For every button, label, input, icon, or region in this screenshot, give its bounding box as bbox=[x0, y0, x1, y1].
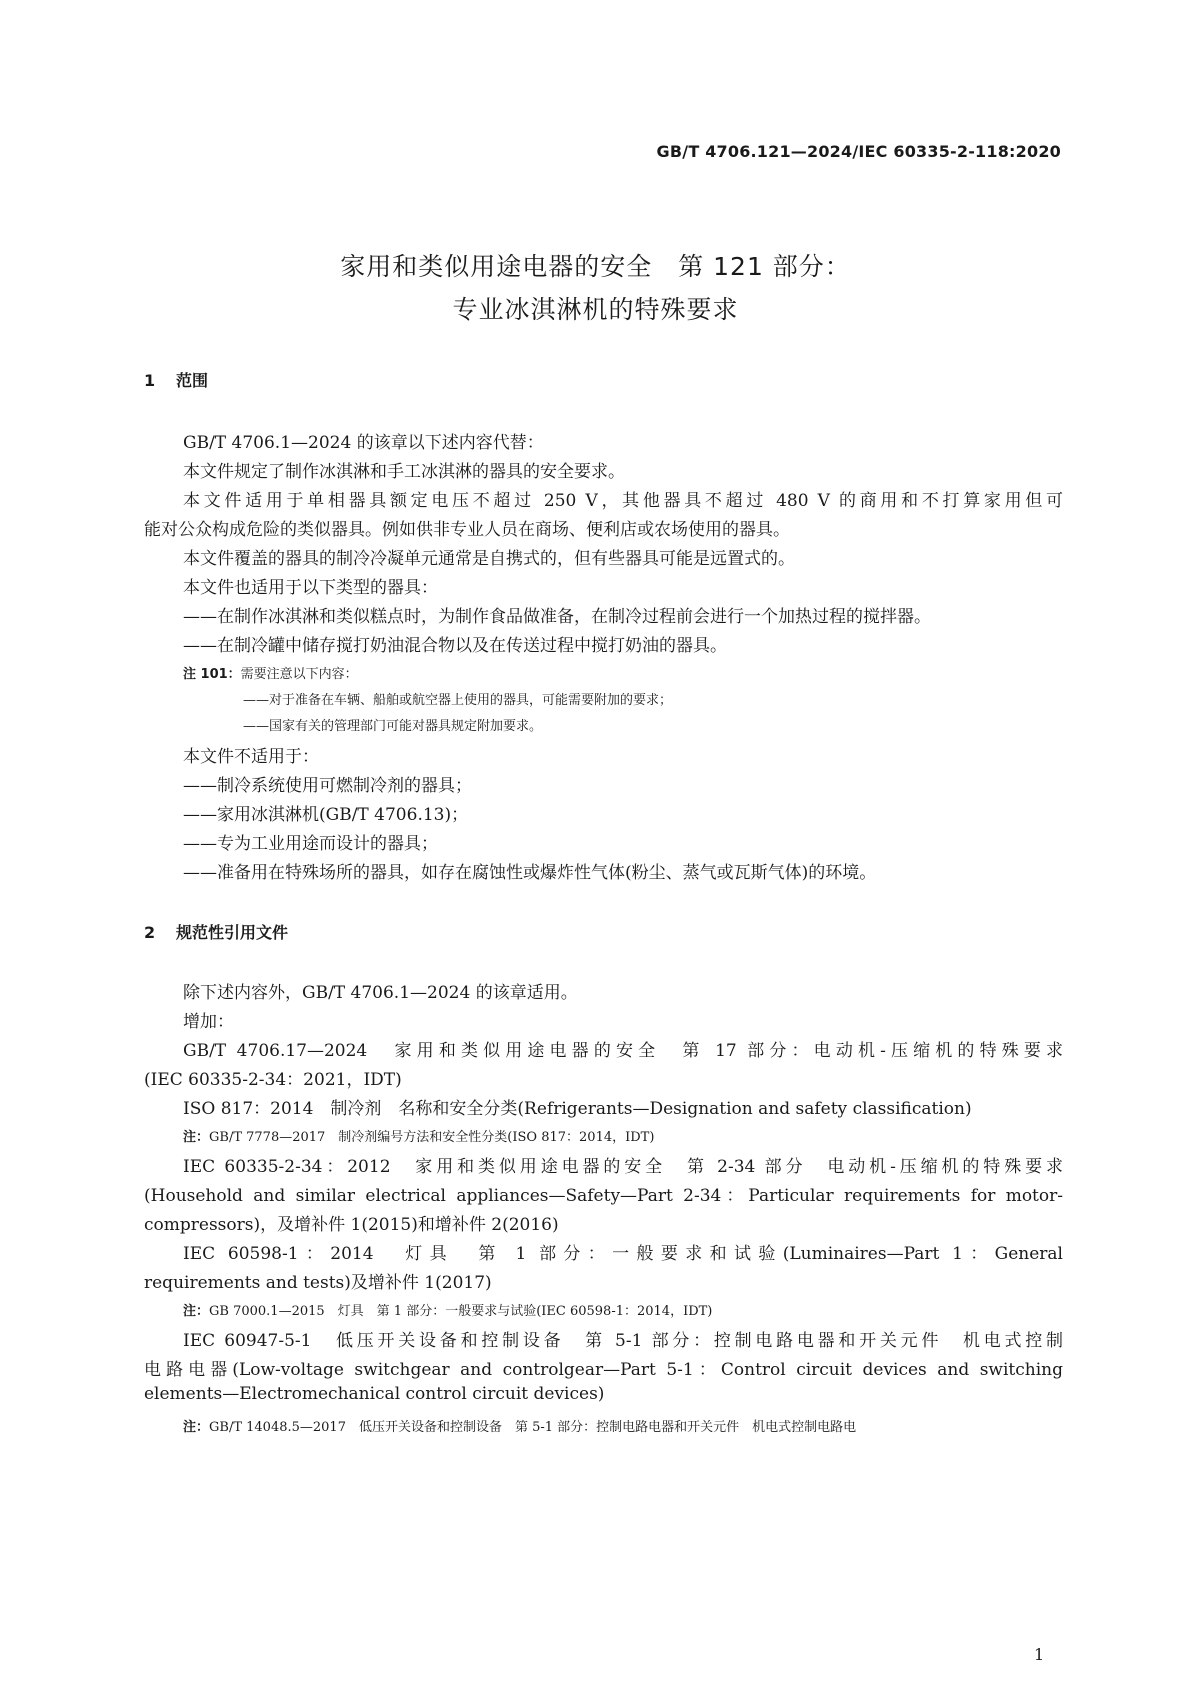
note-label: 注： bbox=[183, 1304, 210, 1319]
paragraph: 本文件覆盖的器具的制冷冷凝单元通常是自携式的，但有些器具可能是远置式的。 bbox=[183, 549, 795, 569]
note-text: GB 7000.1—2015 灯具 第 1 部分：一般要求与试验(IEC 60598-1：2014，IDT) bbox=[209, 1304, 713, 1319]
paragraph: 增加： bbox=[183, 1012, 234, 1032]
list-item: ——准备用在特殊场所的器具，如存在腐蚀性或爆炸性气体(粉尘、蒸气或瓦斯气体)的环境。 bbox=[183, 863, 877, 883]
reference-entry: IEC 60335-2-34：2012 家用和类似用途电器的安全 第 2-34 部分 电动机-压缩机的特殊要求 bbox=[183, 1157, 1063, 1177]
section-heading-scope bbox=[144, 368, 208, 391]
section-number: 1 bbox=[144, 371, 156, 390]
note bbox=[183, 1416, 856, 1435]
document-title-line2: 专业冰淇淋机的特殊要求 bbox=[452, 295, 739, 324]
paragraph: GB/T 4706.1—2024 的该章以下述内容代替： bbox=[183, 433, 544, 453]
paragraph: 本文件规定了制作冰淇淋和手工冰淇淋的器具的安全要求。 bbox=[183, 462, 625, 482]
note bbox=[183, 1300, 712, 1319]
paragraph-continuation: 能对公众构成危险的类似器具。例如供非专业人员在商场、便利店或农场使用的器具。 bbox=[144, 520, 790, 540]
note bbox=[183, 663, 358, 682]
reference-entry: ISO 817：2014 制冷剂 名称和安全分类(Refrigerants—Designation and safety classification) bbox=[183, 1099, 972, 1119]
note-text: 需要注意以下内容： bbox=[240, 667, 358, 682]
paragraph: 本文件也适用于以下类型的器具： bbox=[183, 578, 438, 598]
paragraph: 除下述内容外，GB/T 4706.1—2024 的该章适用。 bbox=[183, 983, 578, 1003]
section-number: 2 bbox=[144, 923, 156, 942]
note-label: 注 101： bbox=[183, 667, 241, 682]
note-label: 注： bbox=[183, 1420, 210, 1435]
note-item: ——国家有关的管理部门可能对器具规定附加要求。 bbox=[243, 719, 543, 734]
list-item: ——在制冷罐中储存搅打奶油混合物以及在传送过程中搅打奶油的器具。 bbox=[183, 636, 727, 656]
note bbox=[183, 1126, 654, 1145]
reference-entry: IEC 60947-5-1 低压开关设备和控制设备 第 5-1 部分：控制电路电器和开关元件 机电式控制 bbox=[183, 1331, 1063, 1351]
note-text: GB/T 14048.5—2017 低压开关设备和控制设备 第 5-1 部分：控制电路电器和开关元件 机电式控制电路电 bbox=[209, 1420, 857, 1435]
reference-continuation: (Household and similar electrical appliances—Safety—Part 2-34：Particular requirements for motor- bbox=[144, 1186, 1063, 1206]
reference-entry: IEC 60598-1：2014 灯具 第 1 部分：一般要求和试验(Luminaires—Part 1：General bbox=[183, 1244, 1063, 1264]
list-item: ——家用冰淇淋机(GB/T 4706.13)； bbox=[183, 805, 469, 825]
reference-continuation: 电路电器(Low-voltage switchgear and controlgear—Part 5-1：Control circuit devices and switching bbox=[144, 1360, 1063, 1380]
document-title-line1: 家用和类似用途电器的安全 第 121 部分： bbox=[340, 252, 851, 281]
reference-continuation: elements—Electromechanical control circuit devices) bbox=[144, 1384, 605, 1404]
note-item: ——对于准备在车辆、船舶或航空器上使用的器具，可能需要附加的要求； bbox=[243, 693, 673, 708]
reference-continuation: (IEC 60335-2-34：2021，IDT) bbox=[144, 1070, 402, 1090]
note-label: 注： bbox=[183, 1130, 210, 1145]
reference-continuation: compressors)，及增补件 1(2015)和增补件 2(2016) bbox=[144, 1215, 559, 1235]
list-item: ——制冷系统使用可燃制冷剂的器具； bbox=[183, 776, 472, 796]
note-text: GB/T 7778—2017 制冷剂编号方法和安全性分类(ISO 817：2014，IDT) bbox=[209, 1130, 655, 1145]
document-id-header: GB/T 4706.121—2024/IEC 60335-2-118:2020 bbox=[656, 142, 1061, 161]
section-title: 范围 bbox=[176, 371, 209, 390]
section-heading-normative-references bbox=[144, 920, 288, 943]
section-title: 规范性引用文件 bbox=[176, 923, 289, 942]
page-number: 1 bbox=[1034, 1645, 1045, 1664]
reference-entry: GB/T 4706.17—2024 家用和类似用途电器的安全 第 17 部分：电动机-压缩机的特殊要求 bbox=[183, 1041, 1063, 1061]
paragraph: 本文件不适用于： bbox=[183, 747, 319, 767]
list-item: ——在制作冰淇淋和类似糕点时，为制作食品做准备，在制冷过程前会进行一个加热过程的搅拌器。 bbox=[183, 607, 931, 627]
reference-continuation: requirements and tests)及增补件 1(2017) bbox=[144, 1273, 492, 1293]
paragraph: 本文件适用于单相器具额定电压不超过 250 V，其他器具不超过 480 V 的商用和不打算家用但可 bbox=[183, 491, 1063, 511]
list-item: ——专为工业用途而设计的器具； bbox=[183, 834, 438, 854]
